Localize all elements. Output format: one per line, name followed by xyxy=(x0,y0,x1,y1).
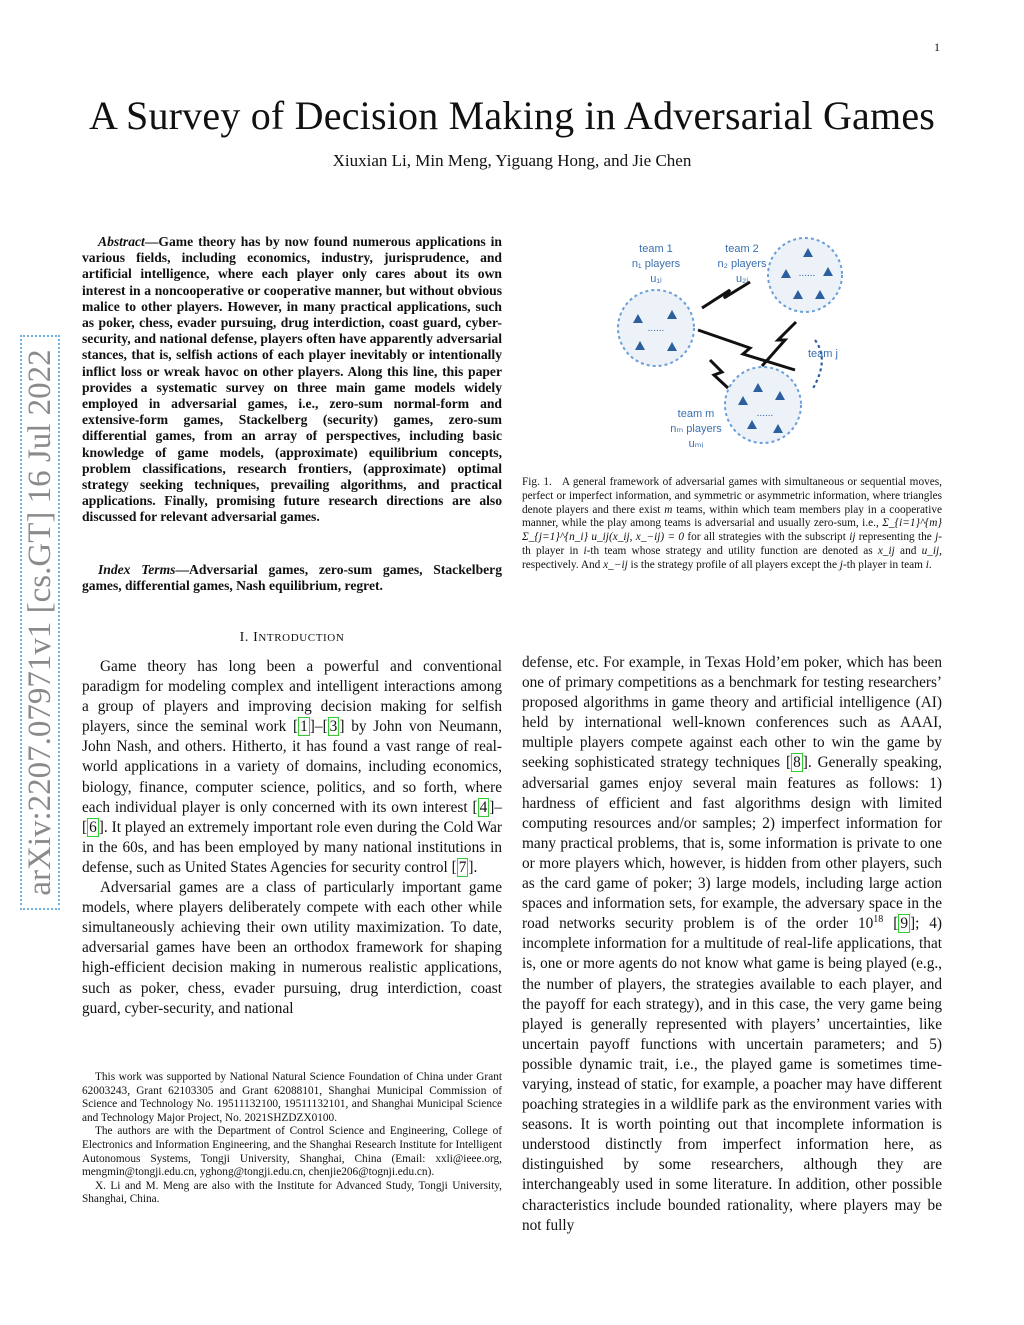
text-run: and xyxy=(894,544,922,557)
team-2-players: n₂ players xyxy=(717,258,767,270)
text-run: , respectively. And xyxy=(522,544,942,571)
footnote-affiliation: The authors are with the Department of Control Science and Engineering, College of Electronics and Information Engineering, and the Shanghai Research Institute for Intelligent Autonomous Systems, Tongji University, Shanghai, China (Email: xxli@ieee.org, mengmin@tongji.edu.cn, yghong@tongji.edu.cn, chenjie206@tognji.edu.cn). xyxy=(82,1125,502,1179)
text-run: . xyxy=(473,858,478,876)
arxiv-stamp[interactable] xyxy=(20,335,60,910)
zero-sum-equation: Σ_{i=1}^{m} Σ_{j=1}^{n_i} u_ij(x_ij, x_−ij) = 0 xyxy=(522,517,942,544)
index-terms-text: Adversarial games, zero-sum games, Stackelberg games, differential games, Nash equilibrium, regret. xyxy=(82,562,502,594)
text-run: – xyxy=(494,798,502,816)
conflict-bolt-3 xyxy=(710,360,728,388)
section-heading-introduction xyxy=(82,630,502,646)
text-run: . It played an extremely important role even during the Cold War in the 60s, and has been employed by many national institutions in defense, such as United States Agencies for security control xyxy=(82,818,502,876)
figure-1-caption xyxy=(522,476,942,573)
text-run: teams, within which team members play in a cooperative manner, while the play among teams is adversarial and usually zero-sum, i.e., xyxy=(522,503,942,530)
citation-link[interactable]: 4 xyxy=(479,798,488,816)
math-var: m xyxy=(664,503,673,516)
figure-1 xyxy=(600,230,850,460)
text-run: -th team whose strategy and utility function are denoted as xyxy=(586,544,878,557)
text-run: – xyxy=(314,718,323,736)
math-var: i xyxy=(925,558,929,571)
index-terms-label: Index Terms xyxy=(98,562,176,577)
team-m-circle xyxy=(725,367,801,443)
footnote-institute: X. Li and M. Meng are also with the Institute for Advanced Study, Tongji University, Shanghai, China. xyxy=(82,1179,502,1206)
team-2-dots: ...... xyxy=(798,268,816,279)
text-run: A general framework of adversarial games with simultaneous or sequential moves, perfect or imperfect information, and symmetric or asymmetric information, where triangles denote players and there exist xyxy=(522,476,942,516)
citation-link[interactable]: 9 xyxy=(900,915,908,933)
team-1-label: team 1 xyxy=(639,243,673,255)
citation-link[interactable]: 3 xyxy=(329,718,338,736)
citation-link[interactable]: 7 xyxy=(458,858,467,876)
text-run: for all strategies with the subscript xyxy=(684,531,850,544)
text-run: -th player in xyxy=(522,531,942,557)
citation-link[interactable]: 1 xyxy=(300,718,308,736)
text-run: ; 4) incomplete information for a multitude of real-life applications, that is, one or more agents do not know what game is being played (e.g., the number of players, the strategies available to each player, and the payoff for each strategy), and in this case, the very game being played is generally represented with players’ uncertainties, like uncertain payoff functions with uncertain parameters; and 5) possible dynamic trait, i.e., the played game is sometimes time-varying, instead of static, for example, a poacher may have different poaching strategies in a wildlife park as the environment varies with seasons. It is worth pointing out that incomplete information is understood distinctly from imperfect information here, as distinguished by some researchers, although they are interchangeably used in some literature. In addition, other possible characteristics include bounded rationality, where players may be not fully xyxy=(522,915,942,1234)
abstract-label: Abstract xyxy=(98,234,145,249)
intro-left-column xyxy=(82,657,502,1019)
intro-paragraph-1: Game theory has long been a powerful and conventional paradigm for modeling complex and intelligent interactions among a group of players and improving decision making for selfish players, since the seminal work [ 1 ]–[ 3 ] by John von Neumann, John Nash, and others. Hitherto, it has found a vast range of real-world applications in a variety of domains, including economics, biology, finance, computer science, politics, and so forth, where each individual player is only concerned with its own interest [ 4 ]–[ 6 ]. It played an extremely important role even during the Cold War in the 60s, and has been employed by many national institutions in defense, such as United States Agencies for security control [ 7 ]. xyxy=(82,658,502,876)
section-numeral: I. xyxy=(239,630,249,645)
footnotes xyxy=(82,1071,502,1207)
figure-label: Fig. 1. xyxy=(522,476,552,488)
text-run: -th player in team xyxy=(842,558,926,571)
math-var: j xyxy=(839,558,843,571)
text-run: representing the xyxy=(855,531,936,544)
math-var: j xyxy=(935,531,939,544)
paper-title: A Survey of Decision Making in Adversarial Games xyxy=(88,93,936,138)
text-run: by John von Neumann, John Nash, and others. Hitherto, it has found a vast range of real-world applications in a variety of domains, including economics, biology, finance, computer science, politics, and so forth, where each individual player is only concerned with its own interest xyxy=(82,718,502,816)
abstract: Abstract—Game theory has by now found numerous applications in various fields, including economics, industry, jurisprudence, and artificial intelligence, where each player only cares about its own interest in a noncooperative or cooperative manner, but without obvious malice to other players. However, in many practical applications, such as poker, chess, evader pursuing, drug interdiction, coast guard, cyber-security, and national defense, players often have apparently adversarial stances, that is, selfish actions of each player inevitably or intentionally inflict loss or wreak havoc on other players. Along this line, this paper provides a systematic survey on three main game models widely employed in adversarial games, i.e., zero-sum normal-form and extensive-form games, Stackelberg (security) games, zero-sum differential games, from an array of perspectives, including basic knowledge of game models, (approximate) equilibrium concepts, problem classifications, research frontiers, (approximate) optimal strategy seeking techniques, prevailing algorithms, and practical applications. Finally, promising future research directions are also discussed for relevant adversarial games. xyxy=(82,234,502,525)
math-var: x_ij xyxy=(877,544,895,557)
page-number: 1 xyxy=(934,40,940,54)
math-var: x_−ij xyxy=(603,558,628,571)
math-var: ij xyxy=(849,531,856,544)
abstract-text: Game theory has by now found numerous applications in various fields, including economics, industry, jurisprudence, and artificial intelligence, where each player only cares about its own interest in a noncooperative or cooperative manner, but without obvious malice to other players. However, in many practical applications, such as poker, chess, evader pursuing, drug interdiction, coast guard, cyber-security, and national defense, players often have apparently adversarial stances, that is, selfish actions of each player inevitably or intentionally inflict loss or wreak havoc on other players. Along this line, this paper provides a systematic survey on three main game models widely employed in adversarial games, i.e., zero-sum normal-form and extensive-form games, Stackelberg (security) games, zero-sum differential games, from an array of perspectives, including basic knowledge of game models, (approximate) equilibrium concepts, problem classifications, research frontiers, (approximate) optimal strategy seeking techniques, prevailing algorithms, and practical applications. Finally, promising future research directions are also discussed for relevant adversarial games. xyxy=(82,234,502,525)
team-2-label: team 2 xyxy=(725,243,759,255)
author-list: Xiuxian Li, Min Meng, Yiguang Hong, and Jie Chen xyxy=(332,151,692,170)
figure-1-diagram xyxy=(600,230,850,460)
conflict-bolt-4 xyxy=(762,322,796,366)
text-run: defense, etc. For example, in Texas Hold’em poker, which has been one of primary competitions as a benchmark for testing researchers’ proposed algorithms in game theory and artificial intelligence (AI) held by international well-known conferences such as AAAI, multiple players compete against each other to win the game by seeking sophisticated strategy techniques xyxy=(522,654,942,772)
team-j-label: team j xyxy=(808,348,838,360)
exponent: 18 xyxy=(873,914,884,926)
conflict-bolt-1 xyxy=(702,282,750,308)
text-run: is the strategy profile of all players except the xyxy=(627,558,840,571)
team-1-players: n₁ players xyxy=(631,258,681,270)
text-run: . xyxy=(928,558,932,571)
footnote-funding: This work was supported by National Natural Science Foundation of China under Grant 62003243, Grant 62103305 and Grant 62088101, Shanghai Municipal Commission of Science and Technology No. 19511132100, 19511132101, and Shanghai Municipal Science and Technology Major Project, No. 2021SHZDZX0100. xyxy=(82,1071,502,1124)
team-1-utility: u₁ᵢ xyxy=(650,273,662,285)
index-terms: Index Terms—Adversarial games, zero-sum games, Stackelberg games, differential games, Nash equilibrium, regret. xyxy=(82,562,502,594)
team-m-utility: uₘᵢ xyxy=(688,438,704,450)
team-1-dots: ...... xyxy=(647,323,665,334)
intro-right-column: defense, etc. For example, in Texas Hold’em poker, which has been one of primary competitions as a benchmark for testing researchers’ proposed algorithms in game theory and artificial intelligence (AI) held by international well-known conferences such as AAAI, multiple players compete against each other to win the game by seeking sophisticated strategy techniques [ 8 ]. Generally speaking, adversarial games enjoy several main features as follows: 1) hardness of efficient and fast algorithms design with limited computing resources and/or samples; 2) imperfect information for many practical problems, that is, some information is private to one or more players which, however, is hidden from other players, such as the card game of poker; 3) large models, including large action spaces and information sets, for example, the adversary space in the road networks security problem is of the order $10^{18}$ [ 9 ]; 4) incomplete information for a multitude of real-life applications, that is, one or more agents do not know what game is being played (e.g., the number of players, the strategies available to each player, and the payoff for each strategy), and in this case, the very game being played is generally represented with players’ uncertainties, like uncertain payoff functions with uncertain parameters; and 5) possible dynamic trait, i.e., the played game is sometimes time-varying, instead of static, for example, a poacher may have different poaching strategies in a wildlife park as the environment varies with seasons. It is worth pointing out that incomplete information is understood distinctly from imperfect information here, as distinguished by some researchers, although they are interchangeably used in some literature. In addition, other possible characteristics include bounded rationality, where players may be not fully xyxy=(522,654,943,1234)
team-m-players: nₘ players xyxy=(670,423,722,435)
citation-link[interactable]: 8 xyxy=(793,754,801,772)
section-first-letter: I xyxy=(253,630,259,645)
math-var: i xyxy=(583,544,587,557)
citation-link[interactable]: 6 xyxy=(89,818,97,836)
team-2-utility: u₂ᵢ xyxy=(735,273,749,285)
intro-paragraph-2: Adversarial games are a class of particularly important game models, where players deliberately compete with each other while simultaneously achieving their own utility maximization. To date, adversarial games have been an orthodox framework for shaping high-efficient decision making in numerous realistic applications, such as poker, chess, evader pursuing, drug interdiction, coast guard, cyber-security, and national xyxy=(82,879,502,1017)
math-var: u_ij xyxy=(921,544,940,557)
section-rest: NTRODUCTION xyxy=(258,632,345,644)
team-m-label: team m xyxy=(677,408,715,420)
text-run: . Generally speaking, adversarial games enjoy several main features as follows: 1) hardness of efficient and fast algorithms design with limited computing resources and/or samples; 2) imperfect information for many practical problems, that is, some information is private to one or more players which, however, is hidden from other players, such as the card game of poker; 3) large models, including large action spaces and information sets, for example, the adversary space in the road networks security problem is of the order 10 xyxy=(522,754,943,933)
arxiv-stamp-text: arXiv:2207.07971v1 [cs.GT] 16 Jul 2022 xyxy=(20,335,60,910)
text-run: Game theory has long been a powerful and conventional paradigm for modeling complex and intelligent interactions among a group of players and improving decision making for selfish players, since the seminal work xyxy=(82,658,502,736)
team-m-dots: ...... xyxy=(756,408,774,419)
